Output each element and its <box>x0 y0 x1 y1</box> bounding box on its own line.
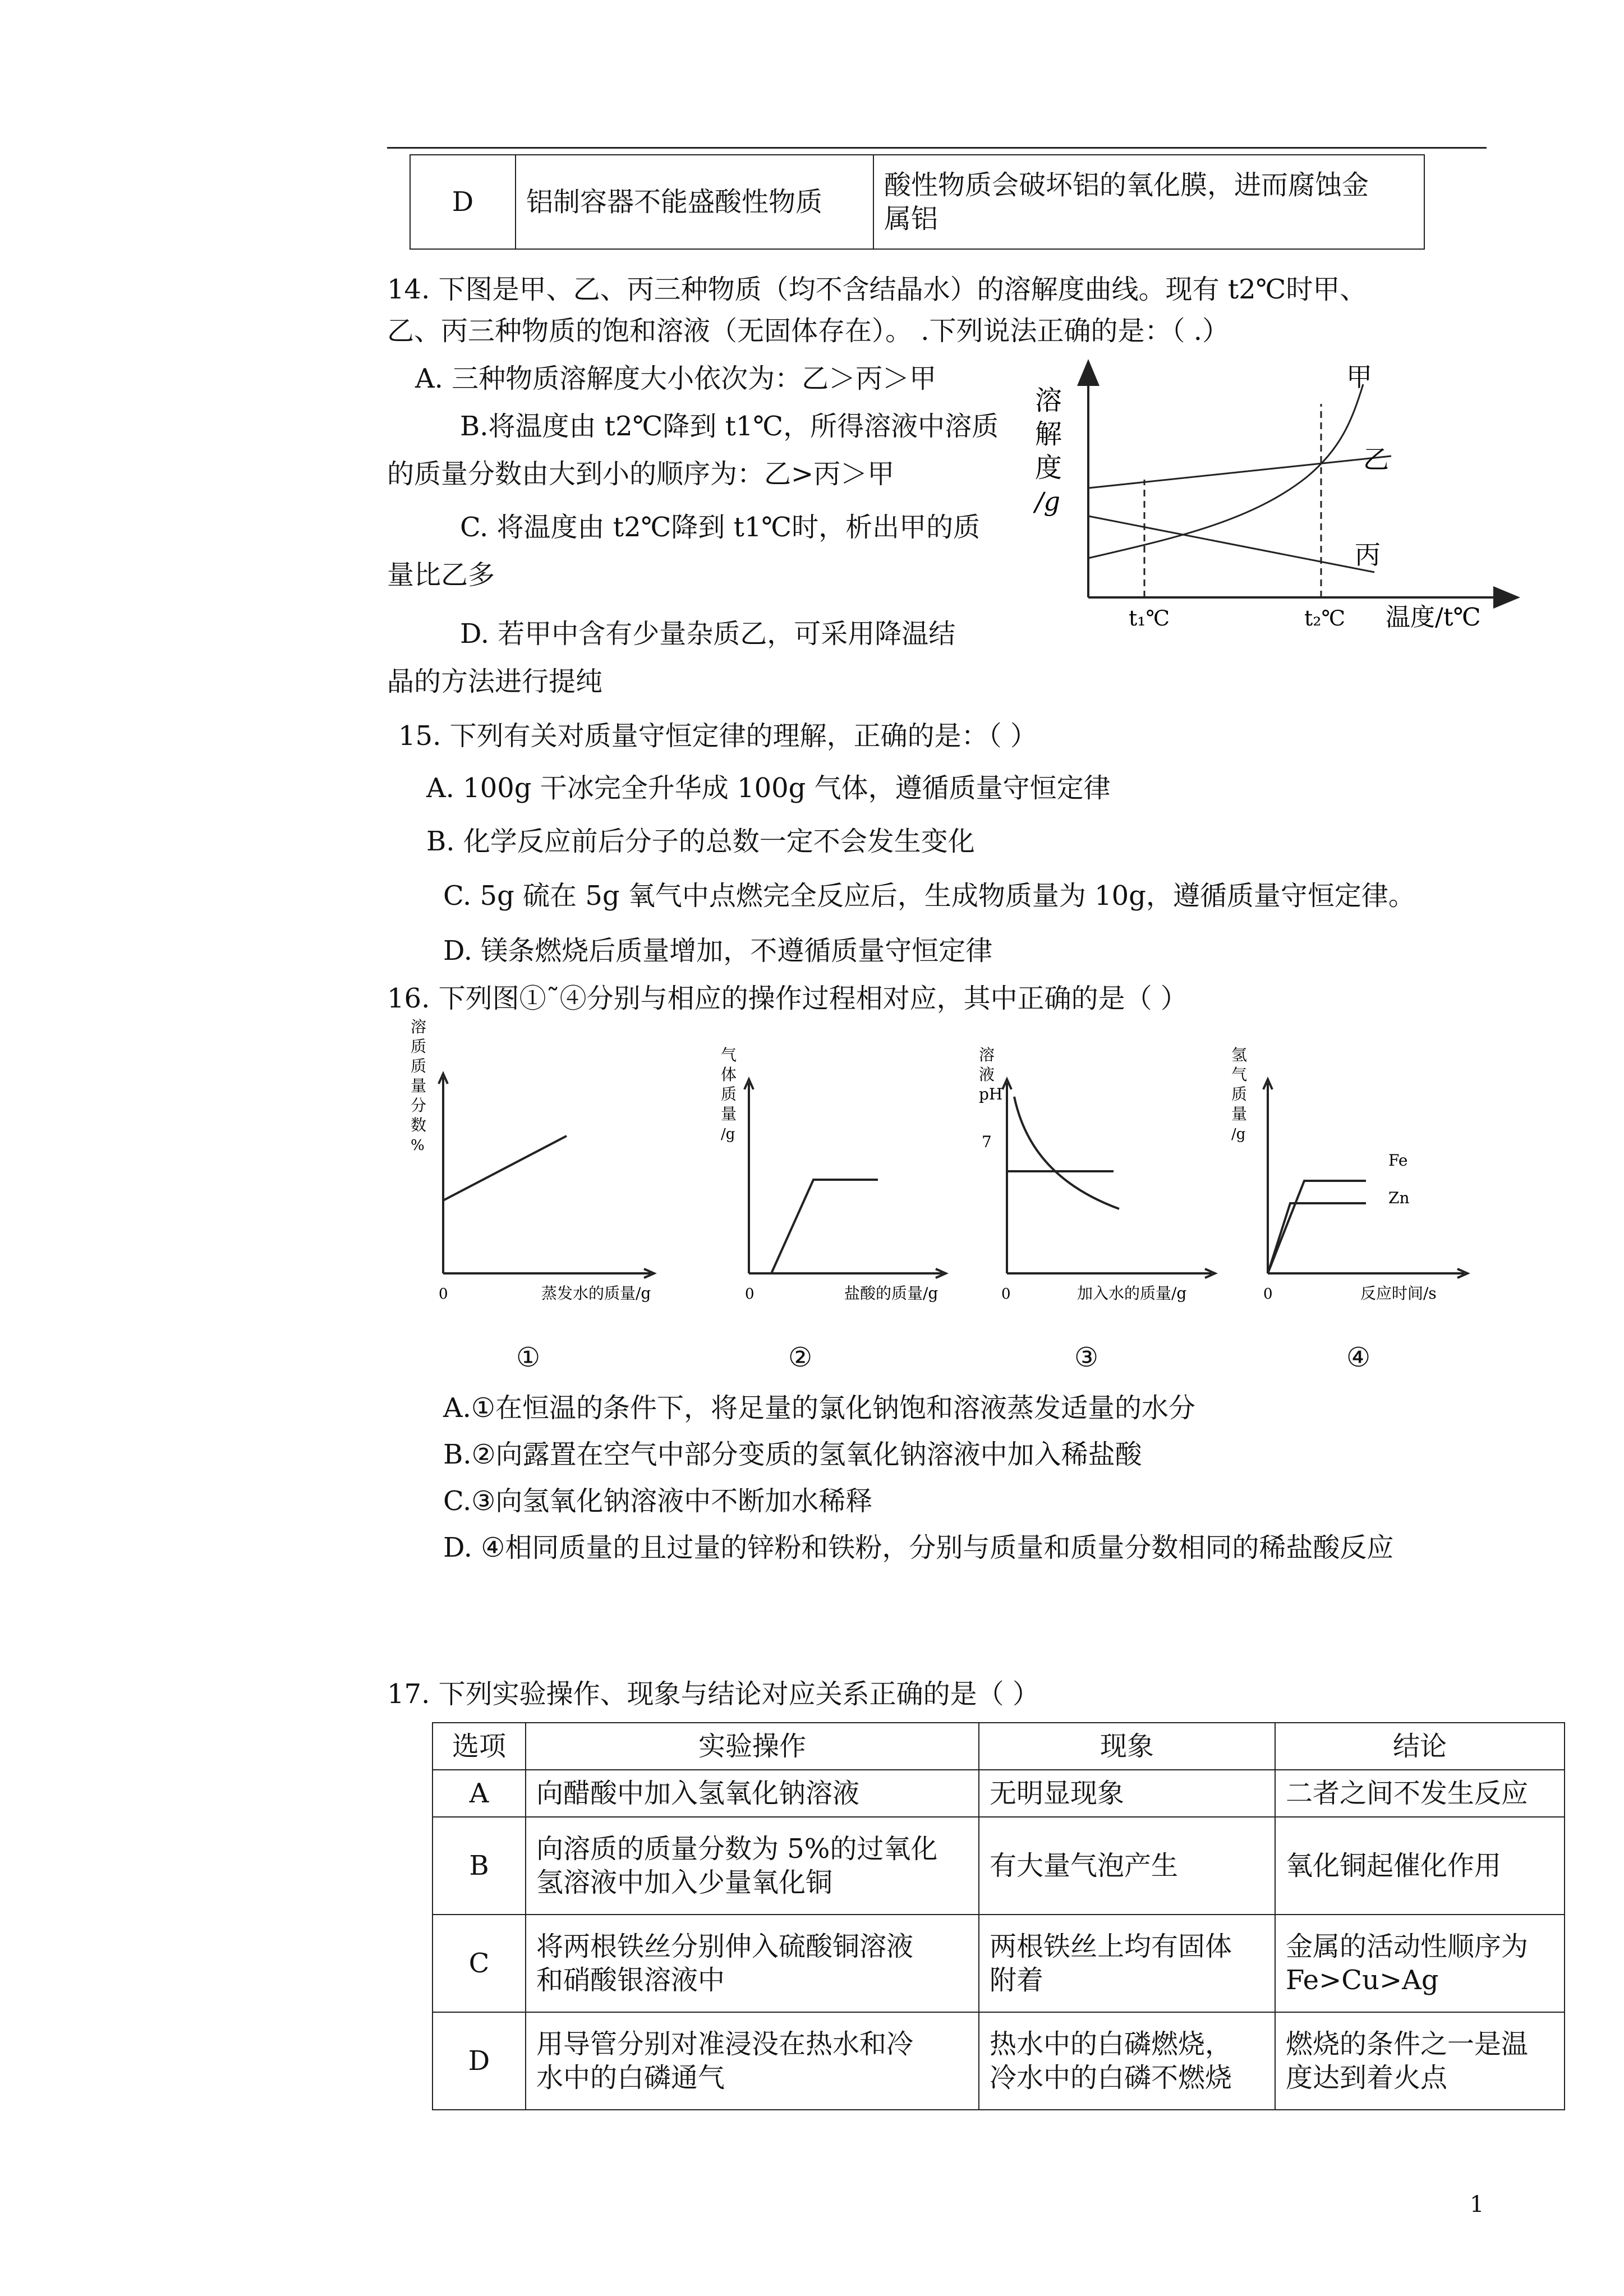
q14-t1-label: t₁℃ <box>1129 606 1170 631</box>
q14-y-label-2: 解 <box>1035 418 1062 450</box>
q16-g2-ylabel-4: 量 <box>721 1105 737 1123</box>
header-rule <box>387 147 1487 149</box>
q17-row-c-conclusion <box>1275 1915 1565 2012</box>
q17-row-c-operation <box>526 1915 979 2012</box>
q16-option-a: A.①在恒温的条件下，将足量的氯化钠饱和溶液蒸发适量的水分 <box>443 1392 1195 1424</box>
q16-g1-ylabel-7: % <box>411 1137 425 1154</box>
q16-g2-ylabel-1: 气 <box>721 1046 737 1064</box>
top-table-letter: D <box>410 155 516 249</box>
q16-g1-ylabel-3: 质 <box>411 1057 427 1075</box>
q16-g1-ylabel-2: 质 <box>411 1037 427 1056</box>
q16-g2-x-axis <box>749 1269 946 1278</box>
q16-g2-y-axis <box>744 1079 753 1273</box>
q16-g3-ylabel-2: 液 <box>979 1065 995 1084</box>
q17-row-c-conclusion-line1: 金属的活动性顺序为 <box>1286 1931 1529 1962</box>
table-row <box>433 1817 1565 1915</box>
q14-option-b-line2: 的质量分数由大到小的顺序为：乙>丙＞甲 <box>387 458 895 490</box>
table-row <box>433 1770 1565 1817</box>
table-row <box>433 1915 1565 2012</box>
q16-g3-ylabel-1: 溶 <box>979 1046 995 1064</box>
q16-g3-xlabel: 加入水的质量/g <box>1077 1284 1187 1303</box>
q15-option-c: C. 5g 硫在 5g 氧气中点燃完全反应后，生成物质量为 10g，遵循质量守恒定律。 <box>443 880 1415 912</box>
q17-row-d-conclusion-line1: 燃烧的条件之一是温 <box>1286 2028 1529 2060</box>
q16-graph-1 <box>404 1015 668 1318</box>
q14-stem-line2: 乙、丙三种物质的饱和溶液（无固体存在）。 .下列说法正确的是：（ .） <box>387 315 1230 347</box>
q16-g1-x-axis <box>443 1269 654 1278</box>
q17-row-b-operation-line2: 氢溶液中加入少量氧化铜 <box>536 1867 833 1898</box>
q17-row-d-phenomenon-line2: 冷水中的白磷不燃烧 <box>990 2062 1232 2093</box>
q16-graph-num-3: ③ <box>1074 1342 1099 1373</box>
q16-g1-ylabel-4: 量 <box>411 1076 427 1095</box>
q14-option-a: A. 三种物质溶解度大小依次为：乙＞丙＞甲 <box>415 363 937 394</box>
q17-row-d-conclusion-line2: 度达到着火点 <box>1286 2062 1448 2093</box>
q14-curve-yi <box>1088 456 1391 488</box>
q16-graph-num-1: ① <box>516 1342 541 1373</box>
q14-stem-line1: 14. 下图是甲、乙、丙三种物质（均不含结晶水）的溶解度曲线。现有 t2℃时甲、 <box>387 274 1367 305</box>
q16-g1-xlabel: 蒸发水的质量/g <box>541 1284 651 1303</box>
q16-g1-y-axis <box>439 1074 448 1273</box>
q16-graph-4 <box>1223 1043 1487 1318</box>
q17-header-option: 选项 <box>433 1723 526 1770</box>
q16-g1-ylabel-1: 溶 <box>411 1018 427 1036</box>
q17-row-b-phenomenon: 有大量气泡产生 <box>979 1817 1275 1915</box>
q15-option-b: B. 化学反应前后分子的总数一定不会发生变化 <box>426 826 975 857</box>
q16-g2-xlabel: 盐酸的质量/g <box>844 1284 938 1303</box>
q17-row-c-phenomenon <box>979 1915 1275 2012</box>
q17-header-phenomenon: 现象 <box>979 1723 1275 1770</box>
q16-g3-y-axis <box>1002 1079 1011 1273</box>
q16-g2-origin: 0 <box>745 1286 755 1303</box>
q16-g4-label-zn: Zn <box>1388 1189 1410 1207</box>
q14-option-d-line1: D. 若甲中含有少量杂质乙，可采用降温结 <box>460 618 956 650</box>
q16-g4-ylabel-3: 质 <box>1231 1085 1248 1103</box>
q17-row-d-conclusion <box>1275 2012 1565 2110</box>
q14-option-b-line1: B.将温度由 t2℃降到 t1℃，所得溶液中溶质 <box>460 411 999 442</box>
q17-row-a-conclusion: 二者之间不发生反应 <box>1275 1770 1565 1817</box>
q17-row-c-operation-line2: 和硝酸银溶液中 <box>536 1964 725 1996</box>
q14-x-label: 温度/t℃ <box>1386 603 1481 632</box>
q15-option-a: A. 100g 干冰完全升华成 100g 气体，遵循质量守恒定律 <box>426 772 1111 804</box>
top-table-explanation <box>873 155 1424 249</box>
q16-option-d: D. ④相同质量的且过量的锌粉和铁粉，分别与质量和质量分数相同的稀盐酸反应 <box>443 1532 1394 1563</box>
q16-option-b: B.②向露置在空气中部分变质的氢氧化钠溶液中加入稀盐酸 <box>443 1439 1142 1470</box>
q14-t2-label: t₂℃ <box>1304 606 1346 631</box>
q16-g4-label-fe: Fe <box>1388 1151 1408 1170</box>
q16-g1-origin: 0 <box>439 1286 448 1303</box>
q17-row-b-conclusion: 氧化铜起催化作用 <box>1275 1817 1565 1915</box>
q17-row-a-operation: 向醋酸中加入氢氧化钠溶液 <box>526 1770 979 1817</box>
q17-table <box>432 1722 1565 2110</box>
q14-solubility-graph <box>1027 359 1520 639</box>
q14-option-c-line1: C. 将温度由 t2℃降到 t1℃时，析出甲的质 <box>460 512 981 543</box>
q17-header-conclusion: 结论 <box>1275 1723 1565 1770</box>
q16-g4-y-axis <box>1263 1079 1272 1273</box>
q14-y-label-4: /g <box>1035 486 1060 517</box>
q14-label-jia: 甲 <box>1346 362 1372 392</box>
q16-g3-curve <box>1014 1097 1119 1209</box>
q17-row-c-phenomenon-line1: 两根铁丝上均有固体 <box>990 1931 1232 1962</box>
q16-stem: 16. 下列图①˜④分别与相应的操作过程相对应，其中正确的是（ ） <box>387 983 1188 1014</box>
q17-row-d-operation-line2: 水中的白磷通气 <box>536 2062 725 2093</box>
q17-stem: 17. 下列实验操作、现象与结论对应关系正确的是（ ） <box>387 1678 1039 1710</box>
q16-g3-ylabel-3: pH <box>979 1085 1003 1103</box>
q17-row-a-option: A <box>433 1770 526 1817</box>
q16-g2-ylabel-2: 体 <box>721 1065 737 1084</box>
q17-row-d-operation <box>526 2012 979 2110</box>
q17-header-operation: 实验操作 <box>526 1723 979 1770</box>
q16-graph-num-2: ② <box>788 1342 813 1373</box>
q16-graph-num-4: ④ <box>1346 1342 1371 1373</box>
q14-label-yi: 乙 <box>1363 444 1389 475</box>
q14-curve-bing <box>1088 516 1374 572</box>
top-table <box>410 154 1425 250</box>
q16-g4-ylabel-2: 气 <box>1231 1065 1248 1084</box>
q16-g4-origin: 0 <box>1263 1286 1273 1303</box>
q14-y-label-3: 度 <box>1035 452 1062 484</box>
top-table-explanation-line2: 属铝 <box>884 203 938 234</box>
q17-row-d-phenomenon <box>979 2012 1275 2110</box>
q16-graph-2 <box>707 1043 954 1318</box>
q15-option-d: D. 镁条燃烧后质量增加，不遵循质量守恒定律 <box>443 935 993 967</box>
q16-g3-x-axis <box>1007 1269 1215 1278</box>
q16-g1-line <box>443 1136 567 1200</box>
q14-y-label-1: 溶 <box>1035 385 1062 416</box>
q16-g4-x-axis <box>1268 1269 1467 1278</box>
q15-stem: 15. 下列有关对质量守恒定律的理解，正确的是：（ ） <box>398 720 1037 752</box>
q17-row-b-operation <box>526 1817 979 1915</box>
q16-g1-ylabel-5: 分 <box>411 1096 427 1115</box>
top-table-operation: 铝制容器不能盛酸性物质 <box>516 155 873 249</box>
q17-row-b-option: B <box>433 1817 526 1915</box>
q17-row-d-operation-line1: 用导管分别对准浸没在热水和冷 <box>536 2028 914 2060</box>
page-number: 1 <box>1470 2192 1484 2217</box>
q17-row-d-phenomenon-line1: 热水中的白磷燃烧， <box>990 2028 1232 2060</box>
q16-g4-ylabel-1: 氢 <box>1231 1046 1248 1064</box>
q16-g4-ylabel-5: /g <box>1231 1126 1246 1143</box>
q16-g4-ylabel-4: 量 <box>1231 1105 1248 1123</box>
q17-row-c-conclusion-line2: Fe>Cu>Ag <box>1286 1964 1439 1996</box>
q16-g3-ytick: 7 <box>982 1133 992 1151</box>
top-table-explanation-line1: 酸性物质会破坏铝的氧化膜，进而腐蚀金 <box>884 169 1369 201</box>
q14-option-d-line2: 晶的方法进行提纯 <box>387 666 603 697</box>
q16-graph-3 <box>970 1043 1223 1318</box>
q17-row-a-phenomenon: 无明显现象 <box>979 1770 1275 1817</box>
table-row <box>433 2012 1565 2110</box>
q16-g2-ylabel-5: /g <box>721 1126 735 1143</box>
q16-g1-ylabel-6: 数 <box>411 1116 427 1134</box>
q16-option-c: C.③向氢氧化钠溶液中不断加水稀释 <box>443 1485 873 1517</box>
q14-option-c-line2: 量比乙多 <box>387 559 495 591</box>
q16-g2-ylabel-3: 质 <box>721 1085 737 1103</box>
q17-row-b-operation-line1: 向溶质的质量分数为 5%的过氧化 <box>536 1833 938 1865</box>
q17-row-c-option: C <box>433 1915 526 2012</box>
q17-row-d-option: D <box>433 2012 526 2110</box>
q17-row-c-operation-line1: 将两根铁丝分别伸入硫酸铜溶液 <box>536 1931 914 1962</box>
q16-g2-line <box>771 1180 878 1273</box>
q16-g3-origin: 0 <box>1001 1286 1011 1303</box>
q14-label-bing: 丙 <box>1355 540 1381 570</box>
q17-row-c-phenomenon-line2: 附着 <box>990 1964 1044 1996</box>
table-header-row <box>433 1723 1565 1770</box>
q16-g4-xlabel: 反应时间/s <box>1360 1284 1437 1303</box>
